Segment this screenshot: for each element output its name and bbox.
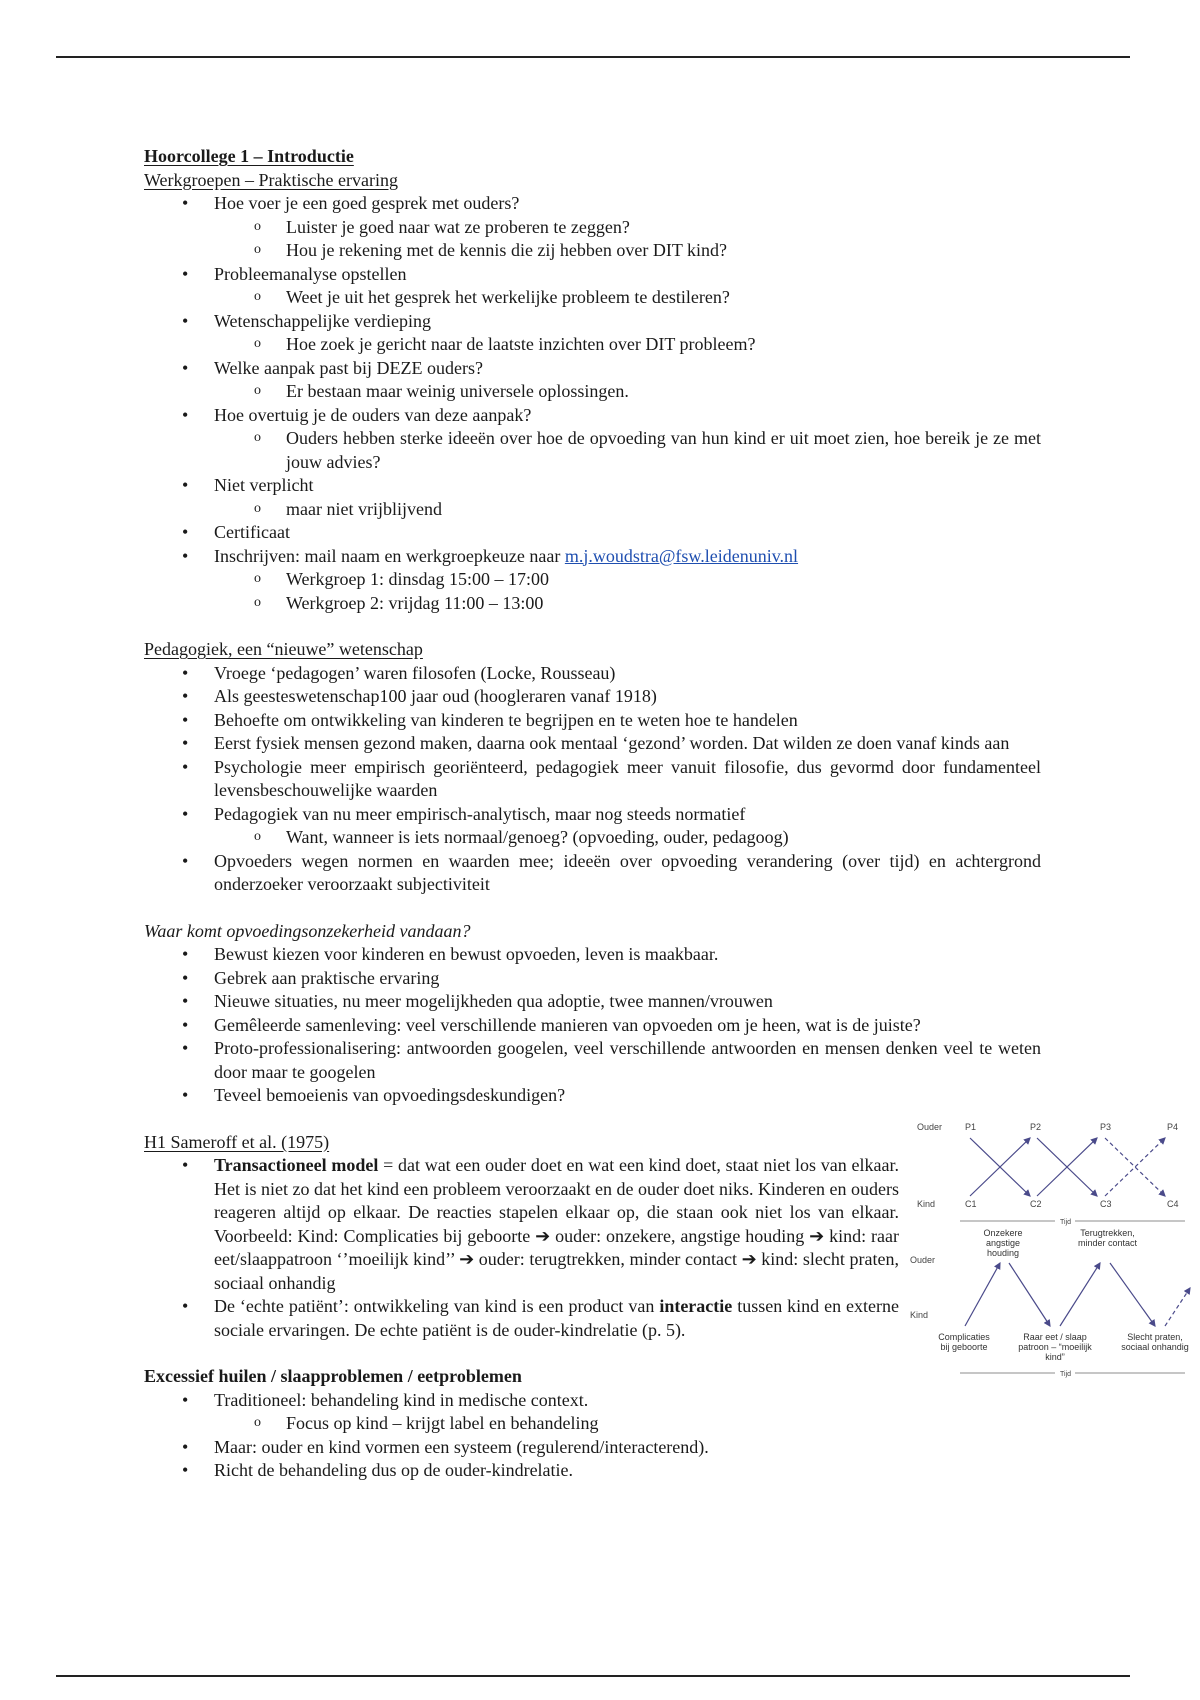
parent-label: Onzekere angstige houding — [973, 1228, 1033, 1258]
label-p2: P2 — [1030, 1122, 1042, 1132]
sub-bullet-item — [144, 239, 1041, 263]
label-p4: P4 — [1167, 1122, 1179, 1132]
section-heading — [144, 145, 1041, 169]
text-segment: Werkgroepen – Praktische ervaring — [144, 169, 398, 190]
text-segment: interactie — [659, 1296, 733, 1316]
bullet-item — [144, 545, 1041, 569]
label-c4: C4 — [1167, 1199, 1179, 1209]
bullet-item — [144, 310, 1041, 334]
text-segment: Gemêleerde samenleving: veel verschillende manieren van opvoeden om je heen, wat is de juiste? — [214, 1014, 921, 1035]
section-subheading — [144, 169, 1041, 193]
bullet-item — [144, 1436, 1041, 1460]
label-c2: C2 — [1030, 1199, 1042, 1209]
header-rule — [56, 56, 1130, 58]
sub-bullet-item — [144, 826, 1041, 850]
text-segment: Inschrijven: mail naam en werkgroepkeuze naar — [214, 545, 565, 566]
bullet-list — [144, 943, 1041, 1108]
label-kind: Kind — [917, 1199, 936, 1209]
bullet-item — [144, 685, 1041, 709]
section — [144, 145, 1041, 615]
bullet-item — [144, 1037, 1041, 1084]
sub-bullet-item — [144, 427, 1041, 474]
text-segment: Welke aanpak past bij DEZE ouders? — [214, 357, 483, 378]
label-c1: C1 — [965, 1199, 977, 1209]
section-heading — [144, 920, 1041, 944]
text-segment: Want, wanneer is iets normaal/genoeg? (opvoeding, ouder, pedagoog) — [286, 827, 789, 847]
text-segment: Maar: ouder en kind vormen een systeem (regulerend/interacterend). — [214, 1436, 709, 1457]
text-segment: Pedagogiek van nu meer empirisch-analytisch, maar nog steeds normatief — [214, 803, 746, 824]
footer-rule — [56, 1675, 1130, 1677]
text-segment: Teveel bemoeienis van opvoedingsdeskundigen? — [214, 1085, 566, 1105]
section — [144, 638, 1041, 897]
bullet-item — [144, 192, 1041, 216]
child-label: Raar eet / slaap patroon – “moeilijk kind” — [1013, 1332, 1097, 1362]
label-ouder: Ouder — [917, 1122, 943, 1132]
text-segment: Hoe overtuig je de ouders van deze aanpak? — [214, 404, 532, 425]
text-segment: Psychologie meer empirisch georiënteerd, pedagogiek meer vanuit filosofie, dus gevormd door fundamenteel levensbeschouwelijke waarden — [214, 756, 1041, 800]
bullet-item — [144, 1014, 1041, 1038]
section — [144, 920, 1041, 1108]
text-segment: Werkgroep 1: dinsdag 15:00 – 17:00 — [286, 569, 550, 589]
text-segment: Hoorcollege 1 – Introductie — [144, 146, 354, 166]
bullet-list — [144, 192, 1041, 615]
label-p1: P1 — [965, 1122, 977, 1132]
text-segment: Waar komt opvoedingsonzekerheid vandaan? — [144, 920, 471, 941]
text-segment: Richt de behandeling dus op de ouder-kindrelatie. — [214, 1460, 574, 1480]
bullet-item — [144, 990, 1041, 1014]
bullet-item — [144, 1389, 1041, 1413]
text-segment: H1 Sameroff et al. (1975) — [144, 1131, 330, 1152]
sub-bullet-item — [144, 216, 1041, 240]
sub-bullet-item — [144, 498, 1041, 522]
bullet-item — [144, 474, 1041, 498]
text-segment: Focus op kind – krijgt label en behandeling — [286, 1413, 599, 1433]
text-segment: Werkgroep 2: vrijdag 11:00 – 13:00 — [286, 592, 544, 613]
label-kind: Kind — [910, 1310, 929, 1320]
parent-label: Terugtrekken, minder contact — [1070, 1228, 1145, 1248]
text-segment: Gebrek aan praktische ervaring — [214, 967, 440, 988]
top-diagram — [917, 1122, 1185, 1226]
text-segment: Vroege ‘pedagogen’ waren filosofen (Locke, Rousseau) — [214, 662, 616, 683]
text-segment: Er bestaan maar weinig universele oplossingen. — [286, 381, 629, 401]
text-segment: Transactioneel model — [214, 1155, 379, 1175]
text-segment: Pedagogiek, een “nieuwe” wetenschap — [144, 639, 423, 659]
text-segment: Proto-professionalisering: antwoorden googelen, veel verschillende antwoorden en mensen denken veel te weten door maar te googelen — [214, 1038, 1041, 1082]
text-segment: Excessief huilen / slaapproblemen / eetproblemen — [144, 1366, 522, 1386]
bullet-list — [144, 662, 1041, 897]
text-segment: Eerst fysiek mensen gezond maken, daarna ook mentaal ‘gezond’ worden. Dat wilden ze doen vanaf kinds aan — [214, 733, 1010, 753]
sub-bullet-item — [144, 333, 1041, 357]
bullet-item — [144, 1154, 899, 1295]
bullet-item — [144, 943, 1041, 967]
text-segment: De ‘echte patiënt’: ontwikkeling van kind is een product van — [214, 1296, 660, 1316]
text-segment: Ouders hebben sterke ideeën over hoe de opvoeding van hun kind er uit moet zien, hoe bereik je ze met jouw advies? — [286, 428, 1041, 472]
bullet-item — [144, 967, 1041, 991]
sub-bullet-item — [144, 380, 1041, 404]
bullet-item — [144, 732, 1041, 756]
text-segment: Wetenschappelijke verdieping — [214, 310, 431, 331]
bullet-item — [144, 850, 1041, 897]
bullet-item — [144, 404, 1041, 428]
child-label: Complicaties bij geboorte — [933, 1332, 995, 1352]
section-heading — [144, 638, 1041, 662]
text-segment: tussen kind en externe sociale ervaringen. De echte patiënt is de ouder-kindrelatie (p. 5). — [214, 1296, 900, 1340]
child-label: Slecht praten, sociaal onhandig — [1117, 1332, 1193, 1352]
bullet-item — [144, 263, 1041, 287]
bullet-item — [144, 756, 1041, 803]
text-segment: Hoe voer je een goed gesprek met ouders? — [214, 193, 520, 213]
bullet-item — [144, 1295, 899, 1342]
label-time: Tijd — [1060, 1371, 1072, 1378]
bullet-item — [144, 357, 1041, 381]
text-segment: Opvoeders wegen normen en waarden mee; ideeën over opvoeding verandering (over tijd) en achtergrond onderzoeker veroorzaakt subjectiviteit — [214, 850, 1041, 894]
text-segment: Hou je rekening met de kennis die zij hebben over DIT kind? — [286, 240, 728, 260]
text-segment: Traditioneel: behandeling kind in medische context. — [214, 1389, 589, 1410]
text-segment: Certificaat — [214, 522, 290, 542]
text-segment: Nieuwe situaties, nu meer mogelijkheden qua adoptie, twee mannen/vrouwen — [214, 991, 773, 1011]
transactional-model-diagram — [905, 1118, 1195, 1386]
text-segment: Behoefte om ontwikkeling van kinderen te begrijpen en te weten hoe te handelen — [214, 709, 798, 730]
text-segment: Hoe zoek je gericht naar de laatste inzichten over DIT probleem? — [286, 334, 756, 354]
text-segment: Als geesteswetenschap100 jaar oud (hoogleraren vanaf 1918) — [214, 686, 657, 706]
bullet-list — [144, 1389, 1041, 1483]
bullet-item — [144, 662, 1041, 686]
text-segment: maar niet vrijblijvend — [286, 498, 442, 519]
label-p3: P3 — [1100, 1122, 1112, 1132]
label-ouder: Ouder — [910, 1255, 936, 1265]
text-segment: Weet je uit het gesprek het werkelijke probleem te destileren? — [286, 287, 730, 307]
text-segment: = dat wat een ouder doet en wat een kind doet, staat niet los van elkaar. Het is niet zo dat het kind een probleem veroorzaakt en de ouder doet niks. Kinderen en ouders reageren altijd op elkaar. De reacties stapelen elkaar op, die staan ook niet los van elkaar. Voorbeeld: Kind: Complicaties bij geboorte ➔ ouder: onzekere, angstige houding ➔ kind: raar eet/slaappatroon ‘’moeilijk kind’’ ➔ ouder: terugtrekken, minder contact ➔ kind: slecht praten, sociaal onhandig — [214, 1155, 899, 1293]
bullet-item — [144, 803, 1041, 827]
label-c3: C3 — [1100, 1199, 1112, 1209]
text-segment: Luister je goed naar wat ze proberen te zeggen? — [286, 216, 630, 237]
label-time: Tijd — [1060, 1219, 1072, 1226]
bullet-item — [144, 1084, 1041, 1108]
text-segment: Probleemanalyse opstellen — [214, 263, 407, 284]
bullet-item — [144, 1459, 1041, 1483]
text-segment: Bewust kiezen voor kinderen en bewust opvoeden, leven is maakbaar. — [214, 944, 719, 964]
sub-bullet-item — [144, 568, 1041, 592]
bullet-item — [144, 521, 1041, 545]
sub-bullet-item — [144, 286, 1041, 310]
sub-bullet-item — [144, 592, 1041, 616]
email-link[interactable]: m.j.woudstra@fsw.leidenuniv.nl — [564, 545, 799, 566]
bullet-item — [144, 709, 1041, 733]
sub-bullet-item — [144, 1412, 1041, 1436]
text-segment: Niet verplicht — [214, 475, 314, 495]
